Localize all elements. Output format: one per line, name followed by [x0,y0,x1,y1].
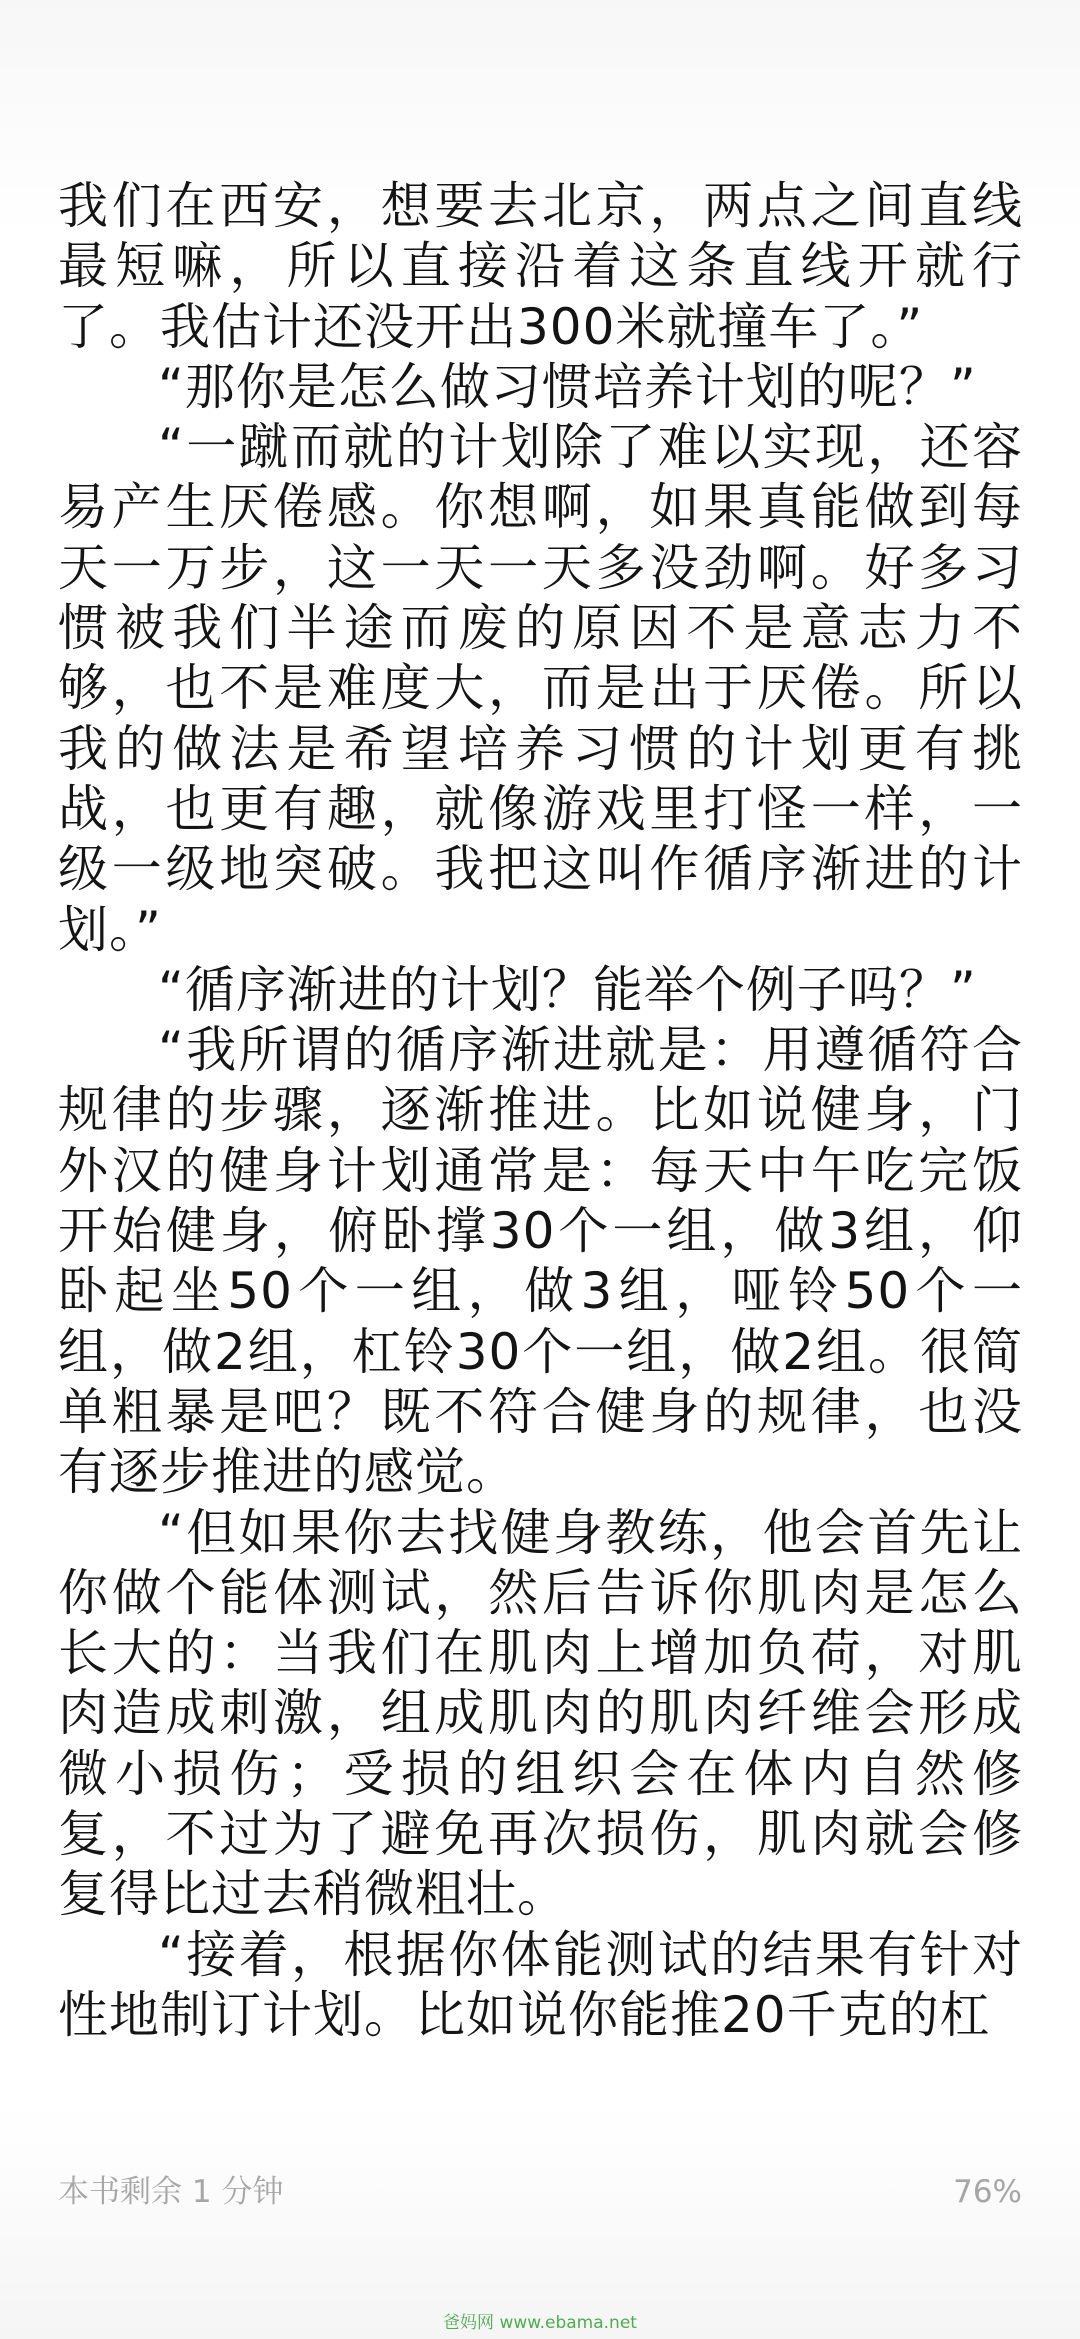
paragraph-5: “我所谓的循序渐进就是：用遵循符合规律的步骤，逐渐推进。比如说健身，门外汉的健身计划通常是：每天中午吃完饭开始健身，俯卧撑30个一组，做3组，仰卧起坐50个一组，做3组，哑铃50个一组，做2组，杠铃30个一组，做2组。很简单粗暴是吧？既不符合健身的规律，也没有逐步推进的感觉。 [58,1021,1023,1502]
paragraph-1: 我们在西安，想要去北京，两点之间直线最短嘛，所以直接沿着这条直线开就行了。我估计还没开出300米就撞车了。” [58,177,1023,356]
paragraph-4: “循序渐进的计划？能举个例子吗？” [158,960,977,1019]
watermark: 爸妈网 www.ebama.net [443,2313,637,2333]
reader-footer [58,2172,1022,2212]
paragraph-2: “那你是怎么做习惯培养计划的呢？” [158,357,977,416]
time-remaining: 本书剩余 1 分钟 [58,2174,284,2210]
reading-text[interactable] [58,176,1023,2045]
paragraph-3: “一蹴而就的计划除了难以实现，还容易产生厌倦感。你想啊，如果真能做到每天一万步，这一天一天多没劲啊。好多习惯被我们半途而废的原因不是意志力不够，也不是难度大，而是出于厌倦。所以我的做法是希望培养习惯的计划更有挑战，也更有趣，就像游戏里打怪一样，一级一级地突破。我把这叫作循序渐进的计划。” [58,418,1023,959]
paragraph-6: “但如果你去找健身教练，他会首先让你做个能体测试，然后告诉你肌肉是怎么长大的：当我们在肌肉上增加负荷，对肌肉造成刺激，组成肌肉的肌肉纤维会形成微小损伤；受损的组织会在体内自然修复，不过为了避免再次损伤，肌肉就会修复得比过去稍微粗壮。 [58,1503,1023,1924]
reading-progress: 76% [953,2174,1022,2210]
paragraph-7: “接着，根据你体能测试的结果有针对性地制订计划。比如说你能推20千克的杠 [58,1925,1023,2044]
